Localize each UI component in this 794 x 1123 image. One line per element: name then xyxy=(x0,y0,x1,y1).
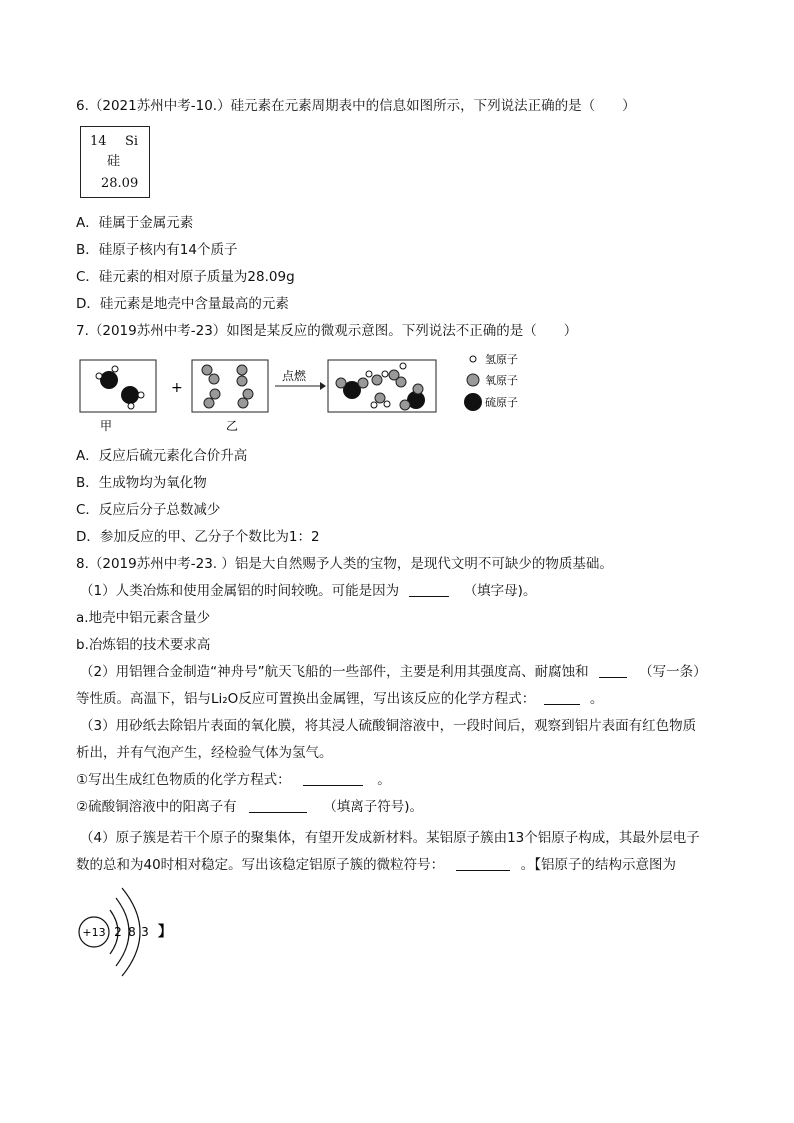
oxygen-atom xyxy=(237,365,247,375)
element-name: 硅 xyxy=(107,154,121,169)
q8-stem: 8.（2019苏州中考-23. ）铝是大自然赐予人类的宝物，是现代文明不可缺少的物质基础。 xyxy=(76,556,613,572)
shell-electrons: 3 xyxy=(141,925,149,939)
q8-part3-line1: （3）用砂纸去除铝片表面的氧化膜，将其浸人硫酸铜溶液中，一段时间后，观察到铝片表面有红色物质 xyxy=(80,718,697,734)
q6-option-b: B．硅原子核内有14个质子 xyxy=(76,242,238,258)
q7-option-b: B．生成物均为氧化物 xyxy=(76,475,207,491)
q8-part3-q2-text: ②硫酸铜溶液中的阳离子有 xyxy=(76,799,237,815)
q8-part4-line2 xyxy=(76,856,676,874)
answer-blank xyxy=(599,664,627,678)
legend-oxygen-icon xyxy=(467,374,479,386)
q8-part2-text: 等性质。高温下，铝与Li₂O反应可置换出金属锂，写出该反应的化学方程式： xyxy=(76,691,536,707)
shell-electrons: 2 xyxy=(114,925,122,939)
closing-bracket: 】 xyxy=(158,924,172,940)
aluminum-atom-diagram xyxy=(74,880,184,980)
molecule-h2o xyxy=(371,393,390,408)
answer-blank xyxy=(544,691,580,705)
q8-part4-line1: （4）原子簇是若干个原子的聚集体，有望开发成新材料。某铝原子簇由13个铝原子构成，其最外层电子 xyxy=(80,830,700,846)
q7-stem: 7.（2019苏州中考-23）如图是某反应的微观示意图。下列说法不正确的是（ ） xyxy=(76,323,578,339)
q6-option-c: C．硅元素的相对原子质量为28.09g xyxy=(76,269,295,285)
q8-part2-end: 。 xyxy=(589,691,604,707)
label-jia: 甲 xyxy=(100,419,113,433)
atomic-number: 14 xyxy=(90,134,107,149)
element-symbol: Si xyxy=(125,134,139,149)
q8-part3-q1-text: ①写出生成红色物质的化学方程式： xyxy=(76,772,291,788)
q8-part1 xyxy=(80,582,536,600)
oxygen-atom xyxy=(237,376,247,386)
reaction-diagram xyxy=(72,350,542,435)
molecule-h2s xyxy=(96,366,118,389)
periodic-table-cell xyxy=(80,126,150,198)
q8-part3-q1 xyxy=(76,771,391,789)
oxygen-atom xyxy=(204,398,214,408)
oxygen-atom xyxy=(210,389,220,399)
molecule-so2 xyxy=(400,384,425,410)
nucleus-charge: +13 xyxy=(82,926,106,939)
molecule-h2s xyxy=(121,386,144,409)
q8-part1-hint: （填字母)。 xyxy=(463,583,537,599)
shell-electrons: 8 xyxy=(128,925,136,939)
q7-option-c: C．反应后分子总数减少 xyxy=(76,502,221,518)
q8-part1-text: （1）人类冶炼和使用金属铝的时间较晚。可能是因为 xyxy=(80,583,400,599)
q7-option-a: A．反应后硫元素化合价升高 xyxy=(76,448,248,464)
oxygen-atom xyxy=(238,398,248,408)
q6-option-d: D．硅元素是地壳中含量最高的元素 xyxy=(76,296,289,312)
answer-blank xyxy=(409,583,449,597)
q8-part1-option-a: a.地壳中铝元素含量少 xyxy=(76,610,211,626)
arrow-condition: 点燃 xyxy=(282,369,307,383)
q8-part2-line1 xyxy=(80,663,707,681)
q8-part3-q2 xyxy=(76,798,423,816)
molecule-o2 xyxy=(389,363,406,387)
legend-hydrogen: 氢原子 xyxy=(485,353,518,366)
q8-part4-text: 数的总和为40时相对稳定。写出该稳定铝原子簇的微粒符号： xyxy=(76,857,445,873)
molecule-h2o xyxy=(366,371,388,385)
q8-part2-hint: （写一条） xyxy=(639,664,707,680)
plus-sign: + xyxy=(171,380,183,396)
q6-option-a: A．硅属于金属元素 xyxy=(76,215,194,231)
legend-sulfur: 硫原子 xyxy=(485,396,518,409)
q8-part4-end: 。【铝原子的结构示意图为 xyxy=(520,857,677,873)
q8-part3-q1-end: 。 xyxy=(377,772,391,788)
legend-sulfur-icon xyxy=(464,393,482,411)
legend-oxygen: 氧原子 xyxy=(485,374,518,387)
answer-blank xyxy=(303,772,363,786)
q8-part1-option-b: b.冶炼铝的技术要求高 xyxy=(76,637,211,653)
oxygen-atom xyxy=(209,374,219,384)
legend-hydrogen-icon xyxy=(470,356,476,362)
label-yi: 乙 xyxy=(226,419,239,433)
q8-part2-line2 xyxy=(76,690,603,708)
molecule-so2 xyxy=(336,378,368,399)
oxygen-atom xyxy=(202,365,212,375)
answer-blank xyxy=(249,799,307,813)
atomic-mass: 28.09 xyxy=(101,176,139,191)
q6-stem: 6.（2021苏州中考-10.）硅元素在元素周期表中的信息如图所示，下列说法正确的是（ ） xyxy=(76,98,636,114)
oxygen-atom xyxy=(243,389,253,399)
q7-option-d: D．参加反应的甲、乙分子个数比为1：2 xyxy=(76,529,320,545)
q8-part3-line2: 析出，并有气泡产生，经检验气体为氢气。 xyxy=(76,745,333,761)
q8-part3-q2-hint: （填离子符号)。 xyxy=(323,799,423,815)
answer-blank xyxy=(456,857,510,871)
q8-part2-text: （2）用铝锂合金制造“神舟号”航天飞船的一些部件，主要是利用其强度高、耐腐蚀和 xyxy=(80,664,589,680)
